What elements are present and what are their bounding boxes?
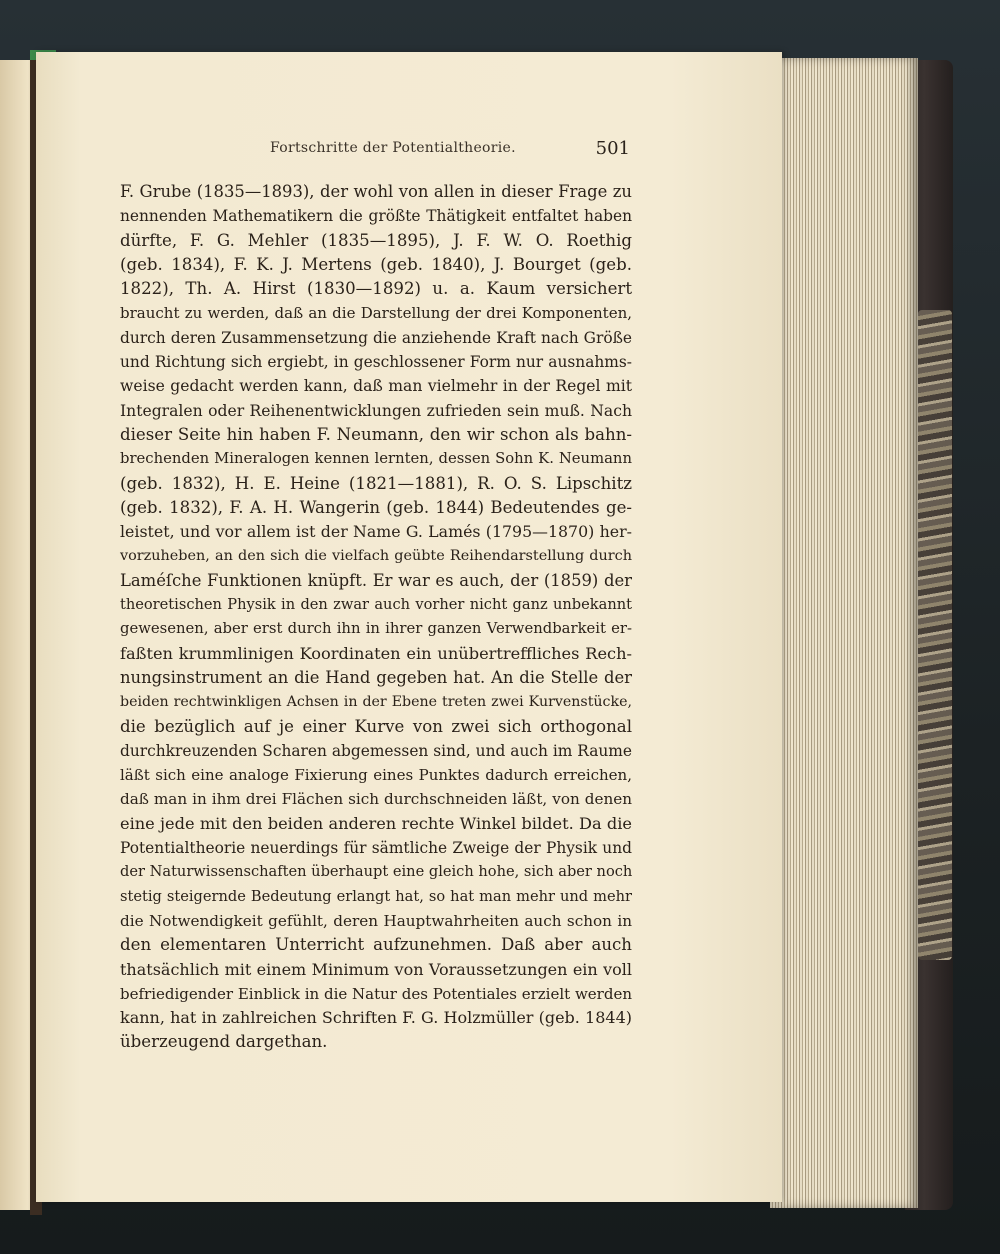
text-line: durch deren Zusammensetzung die anziehende Kraft nach Größe [120,328,632,347]
text-line: theoretischen Physik in den zwar auch vorher nicht ganz unbekannt [120,596,632,614]
text-line: vorzuheben, an den sich die vielfach geübte Reihendarstellung durch [120,548,632,565]
text-line: (geb. 1832), H. E. Heine (1821—1881), R. O. S. Lipschitz [120,473,632,493]
running-head: Fortschritte der Potentialtheorie. [270,140,516,156]
text-line: nennenden Mathematikern die größte Thätigkeit entfaltet haben [120,207,632,226]
text-line: läßt sich eine analoge Fixierung eines Punktes dadurch erreichen, [120,766,632,785]
body-text [120,180,632,1055]
text-line: nungsinstrument an die Hand gegeben hat. An die Stelle der [120,667,632,687]
text-line: dürfte, F. G. Mehler (1835—1895), J. F. W. O. Roethig [120,230,632,250]
marbled-cover-pattern [918,310,952,960]
text-line: (geb. 1834), F. K. J. Mertens (geb. 1840), J. Bourget (geb. [120,254,632,274]
text-line: überzeugend dargethan. [120,1032,328,1052]
text-line: braucht zu werden, daß an die Darstellung der drei Komponenten, [120,304,632,323]
text-line: stetig steigernde Bedeutung erlangt hat, so hat man mehr und mehr [120,887,632,905]
text-line: der Naturwissenschaften überhaupt eine gleich hohe, sich aber noch [120,863,633,881]
text-line: F. Grube (1835—1893), der wohl von allen in dieser Frage zu [120,182,632,201]
page-block-edges [770,58,918,1208]
text-line: Integralen oder Reihenentwicklungen zufrieden sein muß. Nach [120,401,632,420]
text-line: daß man in ihm drei Flächen sich durchschneiden läßt, von denen [120,790,632,809]
text-line: die Notwendigkeit gefühlt, deren Hauptwahrheiten auch schon in [120,911,632,930]
text-line: faßten krummlinigen Koordinaten ein unübertreffliches Rech- [120,643,632,663]
text-line: die bezüglich auf je einer Kurve von zwei sich orthogonal [120,716,632,736]
text-line: dieser Seite hin haben F. Neumann, den wir schon als bahn- [120,424,632,444]
text-line: (geb. 1832), F. A. H. Wangerin (geb. 1844) Bedeutendes ge- [120,497,632,517]
text-line: kann, hat in zahlreichen Schriften F. G. Holzmüller (geb. 1844) [120,1008,632,1028]
text-line: den elementaren Unterricht aufzunehmen. Daß aber auch [120,935,632,955]
text-line: thatsächlich mit einem Minimum von Voraussetzungen ein voll [120,959,632,979]
text-line: durchkreuzenden Scharen abgemessen sind, und auch im Raume [120,741,632,760]
text-line: weise gedacht werden kann, daß man vielmehr in der Regel mit [120,377,632,396]
text-line: 1822), Th. A. Hirst (1830—1892) u. a. Kaum versichert [120,279,632,299]
text-line: befriedigender Einblick in die Natur des Potentiales erzielt werden [120,984,632,1003]
text-line: beiden rechtwinkligen Achsen in der Ebene treten zwei Kurvenstücke, [120,694,632,711]
text-line: gewesenen, aber erst durch ihn in ihrer ganzen Verwendbarkeit er- [120,620,632,638]
text-line: leistet, und vor allem ist der Name G. Lamés (1795—1870) her- [120,522,632,542]
text-line: eine jede mit den beiden anderen rechte Winkel bildet. Da die [120,813,632,833]
text-line: und Richtung sich ergiebt, in geschlossener Form nur ausnahms- [120,353,632,372]
text-line: Laméſche Funktionen knüpft. Er war es auch, der (1859) der [120,570,632,590]
text-line: Potentialtheorie neuerdings für sämtliche Zweige der Physik und [120,839,632,858]
page-number: 501 [595,138,630,159]
text-line: brechenden Mineralogen kennen lernten, dessen Sohn K. Neumann [120,450,632,468]
page-header [270,140,630,164]
